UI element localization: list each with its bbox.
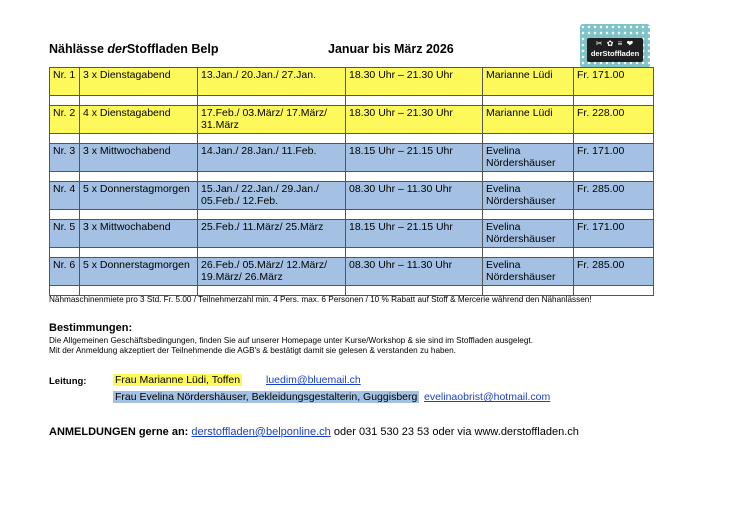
course-dates: 15.Jan./ 22.Jan./ 29.Jan./ 05.Feb./ 12.Feb. xyxy=(198,182,346,210)
course-name: 3 x Dienstagabend xyxy=(80,68,198,96)
table-row xyxy=(50,144,654,172)
course-time: 18.15 Uhr – 21.15 Uhr xyxy=(346,144,483,172)
email-link-marianne[interactable]: luedim@bluemail.ch xyxy=(266,374,361,386)
pricing-note: Nähmaschinenmiete pro 3 Std. Fr. 5.00 / Teilnehmerzahl min. 4 Pers. max. 6 Personen / 10 % Rabatt auf Stoff & Mercerie während den Nähanlässen! xyxy=(49,295,592,304)
course-price: Fr. 171.00 xyxy=(574,220,654,248)
title-part: Stoffladen Belp xyxy=(126,42,219,56)
course-name: 5 x Donnerstagmorgen xyxy=(80,258,198,286)
logo-icons: ✂ ✿ ≡ ❤ xyxy=(595,39,635,48)
course-name: 3 x Mittwochabend xyxy=(80,220,198,248)
course-dates: 17.Feb./ 03.März/ 17.März/ 31.März xyxy=(198,106,346,134)
course-leader: Marianne Lüdi xyxy=(483,106,574,134)
bestimmungen-line: Mit der Anmeldung akzeptiert der Teilnehmende die AGB's & bestätigt damit sie gelesen & verstanden zu haben. xyxy=(49,346,456,355)
course-table xyxy=(49,67,654,296)
course-price: Fr. 285.00 xyxy=(574,182,654,210)
spacer-row xyxy=(50,96,654,106)
leader-evelina: Frau Evelina Nördershäuser, Bekleidungsgestalterin, Guggisberg xyxy=(115,391,418,403)
table-row xyxy=(50,106,654,134)
anmeldung-contact: oder 031 530 23 53 oder via www.derstoffladen.ch xyxy=(330,426,579,438)
leitung-label: Leitung: xyxy=(49,376,87,387)
document-title xyxy=(49,42,219,56)
course-leader: Marianne Lüdi xyxy=(483,68,574,96)
bestimmungen-line: Die Allgemeinen Geschäftsbedingungen, finden Sie auf unserer Homepage unter Kurse/Workshop & sie sind im Stoffladen ausgelegt. xyxy=(49,336,533,345)
course-nr: Nr. 2 xyxy=(50,106,80,134)
course-time: 18.15 Uhr – 21.15 Uhr xyxy=(346,220,483,248)
logo-badge xyxy=(587,38,643,62)
spacer-row xyxy=(50,248,654,258)
course-name: 5 x Donnerstagmorgen xyxy=(80,182,198,210)
table-row xyxy=(50,220,654,248)
course-leader: Evelina Nördershäuser xyxy=(483,144,574,172)
title-part: Nählässe xyxy=(49,42,108,56)
title-italic-part: der xyxy=(107,42,127,56)
period-title: Januar bis März 2026 xyxy=(328,42,454,56)
course-time: 08.30 Uhr – 11.30 Uhr xyxy=(346,182,483,210)
anmeldung-line xyxy=(49,426,579,438)
course-nr: Nr. 5 xyxy=(50,220,80,248)
course-name: 3 x Mittwochabend xyxy=(80,144,198,172)
course-dates: 14.Jan./ 28.Jan./ 11.Feb. xyxy=(198,144,346,172)
course-nr: Nr. 4 xyxy=(50,182,80,210)
course-nr: Nr. 6 xyxy=(50,258,80,286)
spacer-row xyxy=(50,134,654,144)
course-time: 18.30 Uhr – 21.30 Uhr xyxy=(346,106,483,134)
course-dates: 26.Feb./ 05.März/ 12.März/ 19.März/ 26.März xyxy=(198,258,346,286)
course-price: Fr. 171.00 xyxy=(574,144,654,172)
course-leader: Evelina Nördershäuser xyxy=(483,182,574,210)
course-price: Fr. 285.00 xyxy=(574,258,654,286)
table-row xyxy=(50,258,654,286)
email-link-stoffladen[interactable]: derstoffladen@belponline.ch xyxy=(191,426,331,438)
stoffladen-logo xyxy=(580,24,650,68)
table-row xyxy=(50,182,654,210)
spacer-row xyxy=(50,286,654,296)
table-row xyxy=(50,68,654,96)
email-link-evelina[interactable]: evelinaobrist@hotmail.com xyxy=(424,391,551,403)
leader-marianne: Frau Marianne Lüdi, Toffen xyxy=(115,374,241,386)
course-leader: Evelina Nördershäuser xyxy=(483,220,574,248)
course-price: Fr. 171.00 xyxy=(574,68,654,96)
course-dates: 13.Jan./ 20.Jan./ 27.Jan. xyxy=(198,68,346,96)
course-time: 18.30 Uhr – 21.30 Uhr xyxy=(346,68,483,96)
course-nr: Nr. 1 xyxy=(50,68,80,96)
anmeldung-label: ANMELDUNGEN gerne an: xyxy=(49,426,192,438)
course-dates: 25.Feb./ 11.März/ 25.März xyxy=(198,220,346,248)
spacer-row xyxy=(50,172,654,182)
course-nr: Nr. 3 xyxy=(50,144,80,172)
course-name: 4 x Dienstagabend xyxy=(80,106,198,134)
bestimmungen-heading: Bestimmungen: xyxy=(49,322,133,334)
course-time: 08.30 Uhr – 11.30 Uhr xyxy=(346,258,483,286)
spacer-row xyxy=(50,210,654,220)
course-price: Fr. 228.00 xyxy=(574,106,654,134)
logo-wordmark: derStoffladen xyxy=(590,49,640,58)
course-leader: Evelina Nördershäuser xyxy=(483,258,574,286)
